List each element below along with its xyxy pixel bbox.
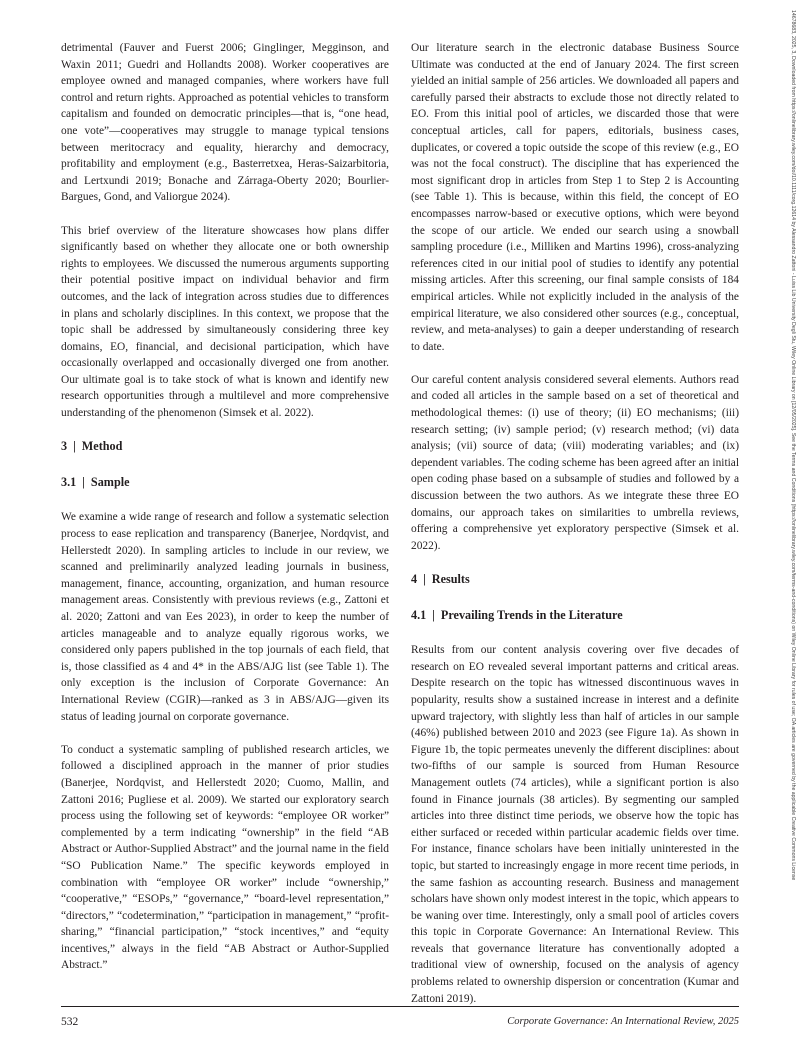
subsection-title: Prevailing Trends in the Literature	[440, 607, 623, 622]
section-number: 3	[61, 439, 68, 454]
subsection-number: 4.1	[411, 607, 427, 622]
paragraph: We examine a wide range of research and follow a systematic selection process to ease replication and transparency (Banerjee, Nordqvist, and Hellerstedt 2020). In sampling articles to include in our review, we scanned and preliminarily analyzed leading journals in business, management, finance, accounting, organization, and human resource management areas. Consistently with previous reviews (e.g., Zattoni et al. 2020; Zattoni and van Ees 2023), in order to keep the number of articles manageable and to analyze equally rigorous works, we considered only papers published in the top journals of each field, that is, those classified as 4 and 4* in the ABS/AJG list (see Table 1). The only exception is the inclusion of Corporate Governance: An International Review (CGIR)—ranked as 3 in ABS/AJG—given its status of leading journal on corporate governance.	[61, 511, 389, 723]
paragraph: To conduct a systematic sampling of published research articles, we followed a disciplined approach in the manner of prior studies (Banerjee, Nordqvist, and Hellerstedt 2020; Cuomo, Mallin, and Zattoni 2016; Pugliese et al. 2009). We started our exploratory search process using the following set of keywords: “employee OR worker” complemented by a term indicating “ownership” in the field “AB Abstract or Author-Supplied Abstract” and the journal name in the field “SO Publication Name.” The specific keywords employed in combination with “employee OR worker” include “ownership,” “cooperative,” “ESOPs,” “governance,” “board-level representation,” “directors,” “codetermination,” “participation in management,” “profit-sharing,” “financial participation,” “stock incentives,” and “equity incentives,” always in the field “AB Abstract or Author-Supplied Abstract.”	[61, 743, 389, 972]
journal-name: Corporate Governance: An International Review, 2025	[507, 1016, 739, 1027]
paragraph: Results from our content analysis covering over five decades of research on EO revealed several important patterns and critical areas. Despite research on the topic has witnessed discontinuous waves in popularity, results show a sustained increase in interest and a definite upward trajectory, with slightly less than half of articles in our sample (46%) published between 2010 and 2023 (see Figure 1a). As shown in Figure 1b, the topic permeates unevenly the different disciplines: about two-fifths of our sample is sourced from Human Resource Management outlets (74 articles), while a significant portion is also found in Finance journals (38 articles). By segmenting our sampled articles into three distinct time periods, we observe how the topic has either surfaced or receded within particular academic fields over time. For instance, finance scholars have been initially uninterested in the topic, but started to increasingly engage in more recent time periods, in the same fashion as accounting research. Business and management scholars have shown only modest interest in the topic, which appears to be waning over time. Interestingly, only a small pool of articles covers this topic in Corporate Governance: An International Review. This reveals that governance literature has conventionally adopted a traditional view of ownership, focused on the analysis of agency problems related to ownership dispersion or concentration (Kumar and Zattoni 2019).	[411, 644, 739, 1005]
download-notice-text: 14678683, 2025, 3, Downloaded from https://onlinelibrary.wiley.com/doi/10.1111/corg.12614 by Alessandro Zattoni - Luiss Lib University Degli Stu, Wiley Online Library on [12/05/2025]. See the Terms and Conditions (https://onlinelibrary.wiley.com/terms-and-conditions) on Wiley Online Library for rules of use; OA articles are governed by the applicable Creative Commons License	[790, 10, 796, 881]
paragraph: Our careful content analysis considered several elements. Authors read and coded all articles in the sample based on a set of theoretical and methodological themes: (i) use of theory; (ii) EO mechanisms; (iii) research setting; (iv) sample period; (v) research method; (vi) data analysis; (vii) source of data; (viii) moderating variables; and (ix) dependent variables. The coding scheme has been agreed after an initial open coding phase based on a subsample of studies and followed by a discussion between the two authors. As we integrate these three EO domains, our approach takes on similarities to umbrella reviews, offering a comprehensive yet exploratory perspective (Simsek et al. 2022).	[411, 373, 739, 552]
download-notice	[784, 10, 800, 1040]
subsection-heading-trends: 4.1 | Prevailing Trends in the Literature	[411, 607, 623, 622]
paragraph: Our literature search in the electronic database Business Source Ultimate was conducted at the end of January 2024. The first screen yielded an initial sample of 256 articles. We downloaded all papers and carefully parsed their abstracts to exclude those not directly related to EO. From this initial pool of articles, we discarded those that were conceptual articles, call for papers, editorials, business cases, duplicates, or covered a topic outside the scope of this review (e.g., EO was not the focal construct). The discipline that has experienced the most significant drop in articles from Step 1 to Step 2 is Accounting (see Table 1). This is because, within this field, the concept of EO encompasses narrow-based or executive options, which were beyond the scope of our article. We ended our search using a snowball sampling procedure (i.e., Milliken and Martins 1996), cross-analyzing references cited in our initial pool of studies to identify any potential missing articles. After this screening, our final sample consists of 184 empirical articles. While not explicitly included in the analysis of the empirical literature, we also considered other sources (e.g., conceptual, review, and meta-analyses) to gain a deeper understanding of research to date.	[411, 42, 739, 353]
paragraph: This brief overview of the literature showcases how plans differ significantly based on whether they allocate one or both ownership rights to employees. We discussed the numerous arguments supporting their potential positive impact on individual behavior and firm outcomes, and the lack of integration across studies due to differences in plans and scholarly disciplines. In this context, we propose that the topic shall be addressed by simultaneously considering three key domains, EO, financial, and decisional participation, which have occasionally overlapped and occasionally diverged one from another. Our ultimate goal is to take stock of what is known and identify new research opportunities through a multilevel and more comprehensive understanding of the phenomenon (Simsek et al. 2022).	[61, 224, 389, 420]
section-title: Method	[81, 439, 123, 454]
page-number: 532	[61, 1016, 79, 1028]
footer-rule	[61, 1006, 739, 1007]
section-heading-results: 4 | Results	[411, 572, 470, 586]
section-number: 4	[411, 572, 418, 586]
subsection-number: 3.1	[61, 474, 77, 489]
paragraph: detrimental (Fauver and Fuerst 2006; Ginglinger, Megginson, and Waxin 2011; Guedri and Hollandts 2008). Worker cooperatives are employee owned and managed companies, where workers have full control and return rights. Approached as potential vehicles to transform capitalism and founded on democratic principles—that is, “one head, one vote”—cooperatives may struggle to manage typical tensions between meritocracy and equality, hierarchy and democracy, profitability and employment (e.g., Basterretxea, Heras-Saizarbitoria, and Lertxundi 2019; Bonache and Zárraga-Oberty 2020; Bourlier-Bargues, Gond, and Valiorgue 2024).	[61, 42, 389, 204]
left-column	[61, 40, 389, 991]
subsection-title: Sample	[90, 474, 130, 489]
section-heading-method: 3 | Method	[61, 439, 123, 454]
right-column	[411, 40, 739, 1024]
subsection-heading-sample: 3.1 | Sample	[61, 474, 130, 489]
section-title: Results	[431, 572, 470, 586]
